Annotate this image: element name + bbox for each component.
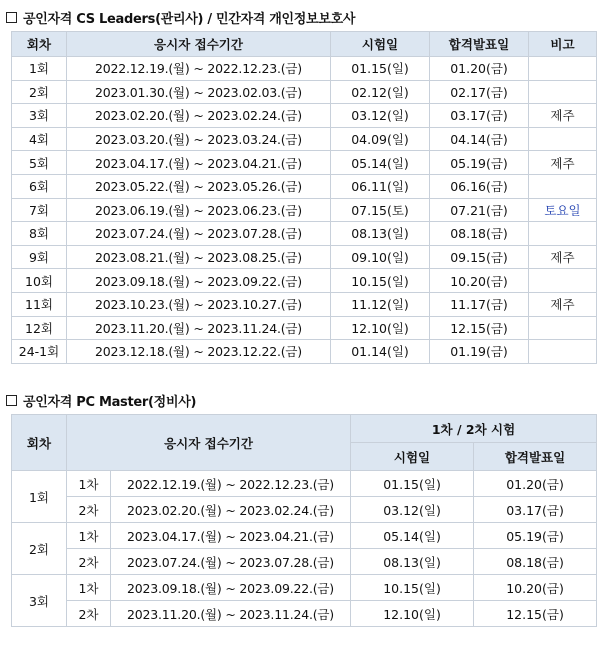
cell-result-date: 09.15(금) [430,245,529,269]
cell-result-date: 07.21(금) [430,198,529,222]
cell-period: 2023.10.23.(월) ~ 2023.10.27.(금) [67,292,331,316]
cell-exam-date: 10.15(일) [351,575,474,601]
cell-result-date: 12.15(금) [474,601,597,627]
table-row [12,80,597,104]
cell-period: 2023.09.18.(월) ~ 2023.09.22.(금) [111,575,351,601]
table-header-row [12,32,597,57]
cell-note: 제주 [529,151,597,175]
cell-period: 2023.04.17.(월) ~ 2023.04.21.(금) [111,523,351,549]
cell-result-date: 04.14(금) [430,127,529,151]
cell-stage: 2차 [67,497,111,523]
table-row [12,549,597,575]
cell-exam-date: 05.14(일) [331,151,430,175]
cell-period: 2023.09.18.(월) ~ 2023.09.22.(금) [67,269,331,293]
section2-title [6,391,196,410]
section1-title [6,8,355,27]
cell-exam-date: 12.10(일) [351,601,474,627]
table-row [12,471,597,497]
cell-exam-date: 01.15(일) [351,471,474,497]
cell-exam-date: 12.10(일) [331,316,430,340]
cell-exam-date: 05.14(일) [351,523,474,549]
cell-result-date: 10.20(금) [430,269,529,293]
table-row [12,151,597,175]
cell-result-date: 12.15(금) [430,316,529,340]
table-row [12,497,597,523]
table-row [12,174,597,198]
table-row [12,340,597,364]
cell-note [529,174,597,198]
cell-stage: 2차 [67,549,111,575]
cell-round: 10회 [12,269,67,293]
cell-result-date: 02.17(금) [430,80,529,104]
table-row [12,601,597,627]
cell-period: 2022.12.19.(월) ~ 2022.12.23.(금) [111,471,351,497]
cell-result-date: 06.16(금) [430,174,529,198]
cell-stage: 2차 [67,601,111,627]
table-row [12,198,597,222]
cell-result-date: 03.17(금) [474,497,597,523]
cell-result-date: 05.19(금) [474,523,597,549]
cell-exam-date: 08.13(일) [331,222,430,246]
cell-round: 11회 [12,292,67,316]
cell-round: 8회 [12,222,67,246]
cell-period: 2022.12.19.(월) ~ 2022.12.23.(금) [67,57,331,81]
checkbox-square-icon [6,395,17,406]
cell-round: 1회 [12,471,67,523]
cell-period: 2023.02.20.(월) ~ 2023.02.24.(금) [67,104,331,128]
cell-round: 1회 [12,57,67,81]
cell-exam-date: 09.10(일) [331,245,430,269]
cs-leaders-schedule-table [11,31,597,364]
table-row [12,269,597,293]
table-row [12,292,597,316]
table-row [12,127,597,151]
table-row [12,523,597,549]
cell-exam-date: 01.15(일) [331,57,430,81]
cell-result-date: 08.18(금) [474,549,597,575]
cell-period: 2023.01.30.(월) ~ 2023.02.03.(금) [67,80,331,104]
cell-stage: 1차 [67,523,111,549]
cell-period: 2023.04.17.(월) ~ 2023.04.21.(금) [67,151,331,175]
cell-period: 2023.12.18.(월) ~ 2023.12.22.(금) [67,340,331,364]
cell-exam-date: 10.15(일) [331,269,430,293]
table-row [12,222,597,246]
cell-note [529,222,597,246]
cell-result-date: 01.20(금) [474,471,597,497]
cell-period: 2023.08.21.(월) ~ 2023.08.25.(금) [67,245,331,269]
cell-result-date: 01.19(금) [430,340,529,364]
cell-note [529,340,597,364]
cell-note: 토요일 [529,198,597,222]
pc-master-schedule-table [11,414,597,627]
cell-period: 2023.02.20.(월) ~ 2023.02.24.(금) [111,497,351,523]
cell-round: 2회 [12,523,67,575]
table-row [12,575,597,601]
table-row [12,316,597,340]
header-exam-date: 시험일 [351,443,474,471]
cell-exam-date: 11.12(일) [331,292,430,316]
cell-exam-date: 01.14(일) [331,340,430,364]
cell-note: 제주 [529,292,597,316]
cell-exam-date: 07.15(토) [331,198,430,222]
cell-round: 9회 [12,245,67,269]
cell-round: 7회 [12,198,67,222]
cell-stage: 1차 [67,575,111,601]
cell-exam-date: 06.11(일) [331,174,430,198]
cell-period: 2023.03.20.(월) ~ 2023.03.24.(금) [67,127,331,151]
header-round: 회차 [12,32,67,57]
header-exam-group: 1차 / 2차 시험 [351,415,597,443]
cell-period: 2023.05.22.(월) ~ 2023.05.26.(금) [67,174,331,198]
table-row [12,245,597,269]
cell-round: 3회 [12,104,67,128]
cell-round: 3회 [12,575,67,627]
cell-result-date: 03.17(금) [430,104,529,128]
checkbox-square-icon [6,12,17,23]
cell-round: 6회 [12,174,67,198]
cell-round: 12회 [12,316,67,340]
header-period: 응시자 접수기간 [67,415,351,471]
cell-note [529,269,597,293]
cell-period: 2023.11.20.(월) ~ 2023.11.24.(금) [111,601,351,627]
cell-result-date: 05.19(금) [430,151,529,175]
cell-period: 2023.07.24.(월) ~ 2023.07.28.(금) [67,222,331,246]
cell-round: 5회 [12,151,67,175]
cell-period: 2023.06.19.(월) ~ 2023.06.23.(금) [67,198,331,222]
cell-note: 제주 [529,245,597,269]
cell-result-date: 01.20(금) [430,57,529,81]
cell-note: 제주 [529,104,597,128]
cell-exam-date: 08.13(일) [351,549,474,575]
cell-note [529,127,597,151]
cell-period: 2023.07.24.(월) ~ 2023.07.28.(금) [111,549,351,575]
table-row [12,57,597,81]
header-round: 회차 [12,415,67,471]
section1-title-text: 공인자격 CS Leaders(관리사) / 민간자격 개인정보보호사 [23,12,356,27]
cell-exam-date: 02.12(일) [331,80,430,104]
section2-title-text: 공인자격 PC Master(정비사) [23,395,197,410]
cell-result-date: 11.17(금) [430,292,529,316]
header-result-date: 합격발표일 [430,32,529,57]
cell-note [529,57,597,81]
cell-note [529,80,597,104]
header-result-date: 합격발표일 [474,443,597,471]
cell-exam-date: 04.09(일) [331,127,430,151]
header-exam-date: 시험일 [331,32,430,57]
table-row [12,104,597,128]
cell-stage: 1차 [67,471,111,497]
table-header-row [12,415,597,443]
cell-result-date: 10.20(금) [474,575,597,601]
cell-exam-date: 03.12(일) [351,497,474,523]
cell-round: 24-1회 [12,340,67,364]
cell-note [529,316,597,340]
cell-period: 2023.11.20.(월) ~ 2023.11.24.(금) [67,316,331,340]
header-note: 비고 [529,32,597,57]
cell-round: 4회 [12,127,67,151]
header-period: 응시자 접수기간 [67,32,331,57]
cell-round: 2회 [12,80,67,104]
cell-result-date: 08.18(금) [430,222,529,246]
cell-exam-date: 03.12(일) [331,104,430,128]
